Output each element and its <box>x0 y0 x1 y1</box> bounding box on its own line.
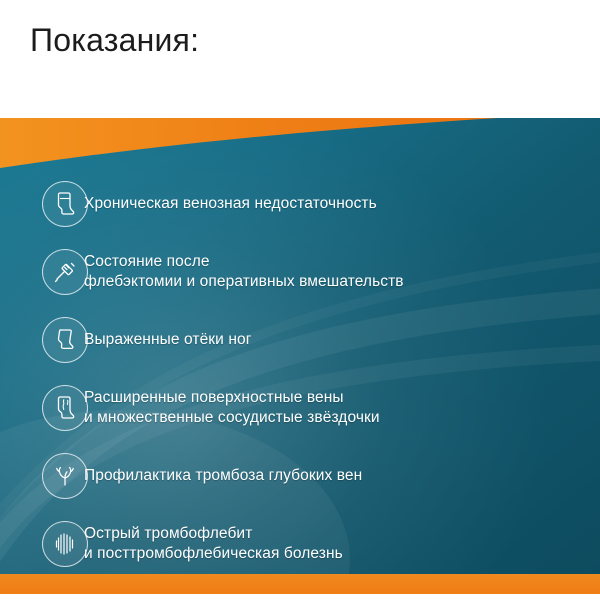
list-item-line1: Расширенные поверхностные вены <box>84 389 344 406</box>
syringe-icon <box>42 249 88 295</box>
list-item-line1: Состояние после <box>84 253 210 270</box>
header-area <box>0 0 600 118</box>
compression-stocking-icon <box>42 181 88 227</box>
indications-list <box>0 176 600 584</box>
list-item-line1: Профилактика тромбоза глубоких вен <box>84 467 363 484</box>
list-item <box>0 312 600 368</box>
list-item-line1: Выраженные отёки ног <box>84 331 252 348</box>
bottom-white-strip <box>0 594 600 600</box>
varicose-leg-icon <box>42 385 88 431</box>
list-item-text <box>84 252 404 292</box>
list-item-text <box>84 524 343 564</box>
list-item <box>0 380 600 436</box>
list-item-line1: Хроническая венозная недостаточность <box>84 195 377 212</box>
list-item <box>0 516 600 572</box>
list-item-line1: Острый тромбофлебит <box>84 525 253 542</box>
list-item <box>0 448 600 504</box>
page-title: Показания: <box>30 22 200 58</box>
vein-branch-icon <box>42 453 88 499</box>
swollen-leg-icon <box>42 317 88 363</box>
list-item-text <box>84 466 362 486</box>
list-item <box>0 176 600 232</box>
inflammation-icon <box>42 521 88 567</box>
list-item-line2: флебэктомии и оперативных вмешательств <box>84 273 404 290</box>
list-item-line2: и множественные сосудистые звёздочки <box>84 409 380 426</box>
list-item-text <box>84 330 251 350</box>
list-item-line2: и посттромбофлебическая болезнь <box>84 545 343 562</box>
list-item-text <box>84 388 380 428</box>
list-item-text <box>84 194 377 214</box>
list-item <box>0 244 600 300</box>
